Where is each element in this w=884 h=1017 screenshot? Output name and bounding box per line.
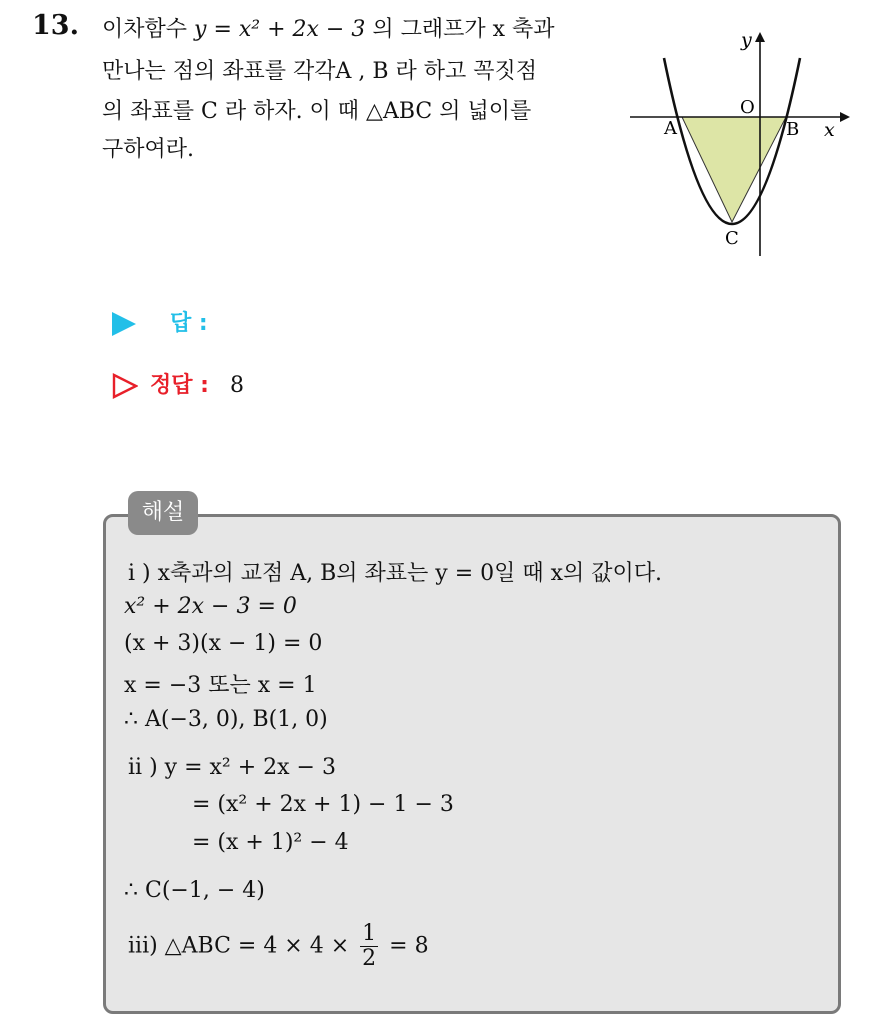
solution-line: ii ) y = x² + 2x − 3 — [128, 755, 336, 780]
correct-answer-row — [112, 368, 244, 399]
point-b-label: B — [786, 119, 800, 140]
question-line-2: 만나는 점의 좌표를 각각A , B 라 하고 꼭짓점 — [102, 59, 538, 84]
solution-line: x² + 2x − 3 = 0 — [124, 594, 297, 619]
question-line-1-pre: 이차함수 — [102, 17, 195, 42]
answer-label: 답 : — [170, 311, 208, 336]
solution-line: (x + 3)(x − 1) = 0 — [124, 631, 323, 656]
solution-line: ∴ A(−3, 0), B(1, 0) — [124, 707, 328, 732]
solution-line: ∴ C(−1, − 4) — [124, 878, 265, 903]
fraction — [360, 922, 378, 971]
x-axis-label: x — [824, 119, 835, 141]
solution-final-line — [128, 922, 429, 971]
solution-line: = (x + 1)² − 4 — [192, 830, 349, 855]
y-axis-arrow — [755, 32, 765, 42]
answer-row — [112, 306, 208, 337]
solution-line: = (x² + 2x + 1) − 1 − 3 — [192, 792, 454, 817]
fraction-numerator: 1 — [362, 921, 377, 946]
point-a-label: A — [664, 118, 677, 139]
solution-line: x = −3 또는 x = 1 — [124, 673, 317, 698]
solution-line: i ) x축과의 교점 A, B의 좌표는 y = 0일 때 x의 값이다. — [128, 561, 663, 586]
y-axis-label: y — [741, 29, 752, 51]
correct-answer-label: 정답 : — [150, 373, 209, 398]
solution-tab: 해설 — [128, 491, 198, 535]
origin-label: O — [740, 97, 755, 118]
play-arrow-icon — [112, 312, 136, 336]
solution-final-suffix: = 8 — [382, 933, 429, 959]
parabola-graph — [628, 28, 858, 260]
point-c-label: C — [725, 228, 739, 249]
question-line-1 — [102, 12, 555, 43]
question-line-1-post: 의 그래프가 x 축과 — [365, 17, 555, 42]
question-equation: y = x² + 2x − 3 — [194, 17, 366, 42]
question-line-4: 구하여라. — [102, 137, 195, 162]
fraction-denominator: 2 — [362, 946, 377, 971]
correct-answer-value: 8 — [229, 373, 244, 398]
solution-final-prefix: iii) △ABC = 4 × 4 × — [128, 933, 357, 959]
outline-arrow-icon — [112, 373, 138, 399]
question-number: 13. — [32, 10, 79, 41]
question-line-3: 의 좌표를 C 라 하자. 이 때 △ABC 의 넓이를 — [102, 99, 532, 124]
x-axis-arrow — [840, 112, 850, 122]
